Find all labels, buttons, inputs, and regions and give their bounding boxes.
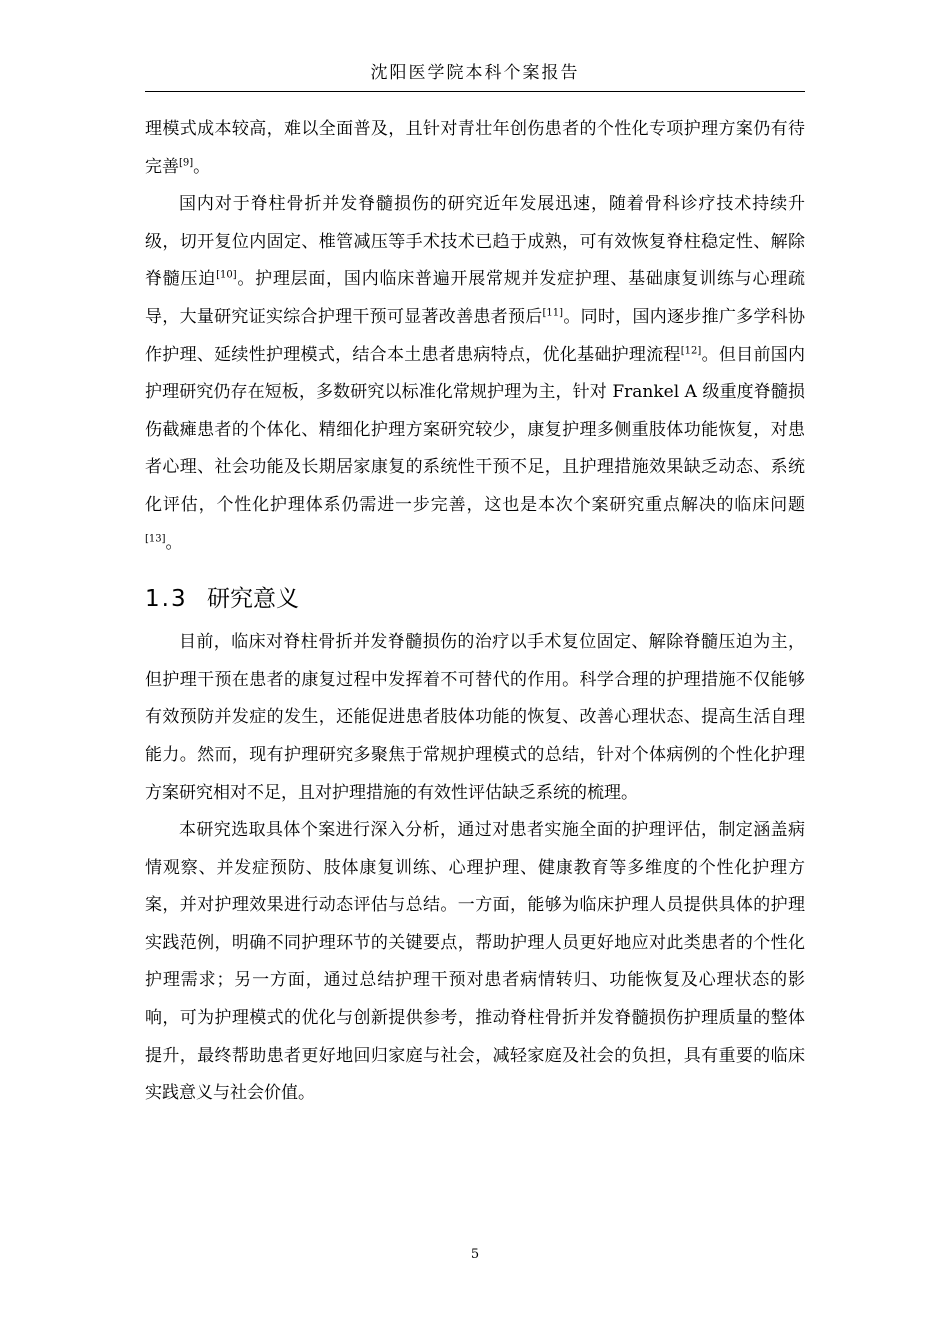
section-title: 研究意义 — [207, 586, 299, 613]
paragraph-text: 。护理层面，国内临床普遍开展常规并发症护理、基础康复训练与心理疏导，大量研究证实综合护理干预可显著改善患者预后 — [145, 269, 806, 327]
paragraph-text: 。 — [165, 532, 183, 553]
header-rule — [145, 91, 805, 92]
paragraph-domestic-research — [145, 186, 805, 562]
running-header: 沈阳医学院本科个案报告 — [370, 63, 580, 83]
page-number: 5 — [470, 1247, 480, 1262]
document-body — [145, 111, 805, 1113]
citation-ref: [13] — [145, 532, 166, 544]
citation-ref: [9] — [179, 156, 194, 168]
paragraph-study-purpose: 本研究选取具体个案进行深入分析，通过对患者实施全面的护理评估，制定涵盖病情观察、并发症预防、肢体康复训练、心理护理、健康教育等多维度的个性化护理方案，并对护理效果进行动态评估与总结。一方面，能够为临床护理人员提供具体的护理实践范例，明确不同护理环节的关键要点，帮助护理人员更好地应对此类患者的个性化护理需求；另一方面，通过总结护理干预对患者病情转归、功能恢复及心理状态的影响，可为护理模式的优化与创新提供参考，推动脊柱骨折并发脊髓损伤护理质量的整体提升，最终帮助患者更好地回归家庭与社会，减轻家庭及社会的负担，具有重要的临床实践意义与社会价值。 — [145, 820, 805, 1104]
section-number: 1.3 — [145, 586, 188, 613]
citation-ref: [10] — [216, 269, 237, 281]
paragraph-text: 理模式成本较高，难以全面普及，且针对青壮年创伤患者的个性化专项护理方案仍有待完善 — [145, 119, 805, 177]
section-heading — [145, 576, 805, 622]
paragraph-continuation — [145, 111, 805, 186]
citation-ref: [12] — [680, 344, 702, 356]
paragraph-text: 。但目前国内护理研究仍存在短板，多数研究以标准化常规护理为主，针对 Frankel A 级重度脊髓损伤截瘫患者的个体化、精细化护理方案研究较少，康复护理多侧重肢体功能恢复，对患者心理、社会功能及长期居家康复的系统性干预不足，且护理措施效果缺乏动态、系统化评估，个性化护理体系仍需进一步完善，这也是本次个案研究重点解决的临床问题 — [145, 344, 806, 515]
paragraph-text: 。 — [193, 156, 211, 177]
paragraph-significance: 目前，临床对脊柱骨折并发脊髓损伤的治疗以手术复位固定、解除脊髓压迫为主，但护理干预在患者的康复过程中发挥着不可替代的作用。科学合理的护理措施不仅能够有效预防并发症的发生，还能促进患者肢体功能的恢复、改善心理状态、提高生活自理能力。然而，现有护理研究多聚焦于常规护理模式的总结，针对个体病例的个性化护理方案研究相对不足，且对护理措施的有效性评估缺乏系统的梳理。 — [145, 632, 805, 803]
paragraph-text: 。同时，国内逐步推广多学科协作护理、延续性护理模式，结合本土患者患病特点，优化基础护理流程 — [145, 306, 806, 365]
paragraph-text: 国内对于脊柱骨折并发脊髓损伤的研究近年发展迅速，随着骨科诊疗技术持续升级，切开复位内固定、椎管减压等手术技术已趋于成熟，可有效恢复脊柱稳定性、解除脊髓压迫 — [145, 194, 805, 290]
citation-ref: [11] — [542, 307, 564, 319]
